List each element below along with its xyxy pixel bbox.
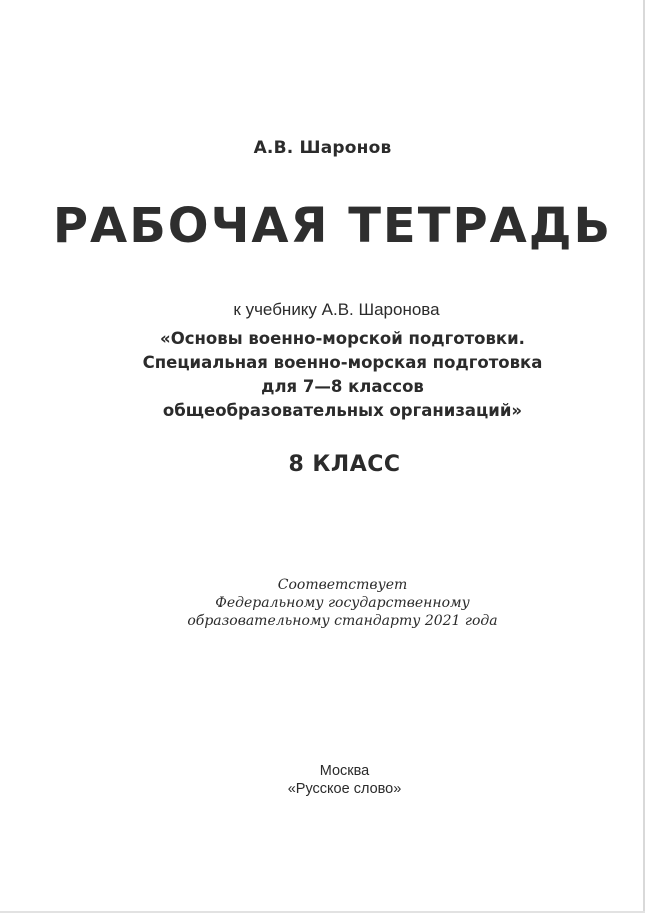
main-title: РАБОЧАЯ ТЕТРАДЬ — [52, 198, 613, 254]
book-title-line: для 7—8 классов — [261, 377, 424, 396]
standard-note-line: образовательному стандарту 2021 года — [187, 613, 498, 629]
standard-note-line: Федеральному государственному — [215, 595, 470, 611]
author-name: А.В. Шаронов — [253, 138, 392, 158]
book-title-line: Специальная военно-морская подготовка — [142, 353, 543, 372]
publisher-name: «Русское слово» — [287, 781, 402, 797]
grade-label: 8 КЛАСС — [288, 452, 401, 477]
book-title — [20, 327, 645, 423]
subtitle: к учебнику А.В. Шаронова — [233, 300, 440, 319]
standard-note — [20, 576, 645, 630]
standard-note-line: Соответствует — [277, 577, 408, 593]
publisher — [22, 762, 645, 798]
publisher-city: Москва — [319, 763, 370, 779]
book-title-line: общеобразовательных организаций» — [162, 401, 523, 420]
book-title-line: «Основы военно-морской подготовки. — [160, 329, 525, 348]
